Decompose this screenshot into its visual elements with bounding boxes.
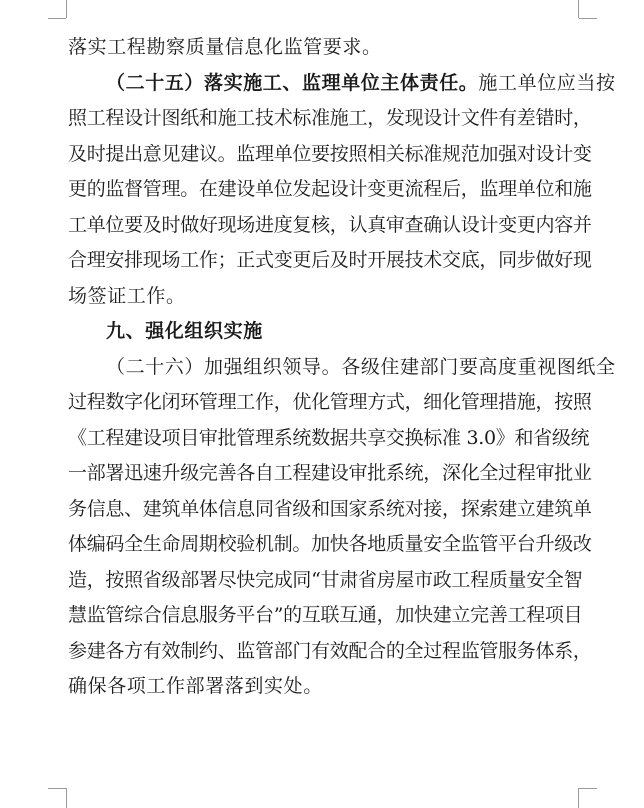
document-body [68,30,616,705]
paragraph-line: 务信息、建筑单体信息同省级和国家系统对接，探索建立建筑单 [68,497,592,520]
paragraph-line: 确保各项工作部署落到实处。 [68,675,323,697]
paragraph-line: 落实工程勘察质量信息化监管要求。 [68,36,382,58]
paragraph-text: 施工单位应当按 [478,71,616,94]
paragraph-label: （二十六） [106,355,205,378]
crop-mark-top-right [579,18,597,19]
paragraph-line: 体编码全生命周期校验机制。加快各地质量安全监管平台升级改 [68,533,592,555]
paragraph-line: 造，按照省级部署尽快完成同“甘肃省房屋市政工程质量安全智 [68,568,583,591]
crop-mark-bottom-right [578,788,579,808]
paragraph-line: 更的监督管理。在建设单位发起设计变更流程后，监理单位和施 [68,178,592,200]
paragraph-line: 及时提出意见建议。监理单位要按照相关标准规范加强对设计变 [68,142,592,165]
crop-mark-top-left [66,0,67,18]
crop-mark-bottom-right [579,788,597,789]
paragraph-text: 加强组织领导。各级住建部门要高度重视图纸全 [204,355,616,378]
paragraph-line: 《工程建设项目审批管理系统数据共享交换标准 3.0》和省级统 [68,426,590,449]
paragraph-line: 照工程设计图纸和施工技术标准施工，发现设计文件有差错时， [68,107,592,129]
crop-mark-bottom-left [48,788,66,789]
paragraph-title: （二十五）落实施工、监理单位主体责任。 [106,71,479,94]
paragraph-line [68,66,616,102]
paragraph-line: 参建各方有效制约、监管部门有效配合的全过程监管服务体系， [68,639,592,662]
crop-mark-top-right [578,0,579,18]
paragraph-line: 工单位要及时做好现场进度复核，认真审查确认设计变更内容并 [68,213,592,236]
crop-mark-bottom-left [66,788,67,808]
paragraph-line: 场签证工作。 [68,284,186,307]
section-heading: 九、强化组织实施 [106,320,263,342]
paragraph-line: 过程数字化闭环管理工作，优化管理方式，细化管理措施，按照 [68,391,592,413]
crop-mark-top-left [48,18,66,19]
paragraph-line: 合理安排现场工作；正式变更后及时开展技术交底，同步做好现 [68,249,592,271]
paragraph-line: 一部署迅速升级完善各自工程建设审批系统，深化全过程审批业 [68,462,592,484]
paragraph-line: 慧监管综合信息服务平台”的互联互通，加快建立完善工程项目 [68,604,583,626]
paragraph-line [68,350,616,386]
